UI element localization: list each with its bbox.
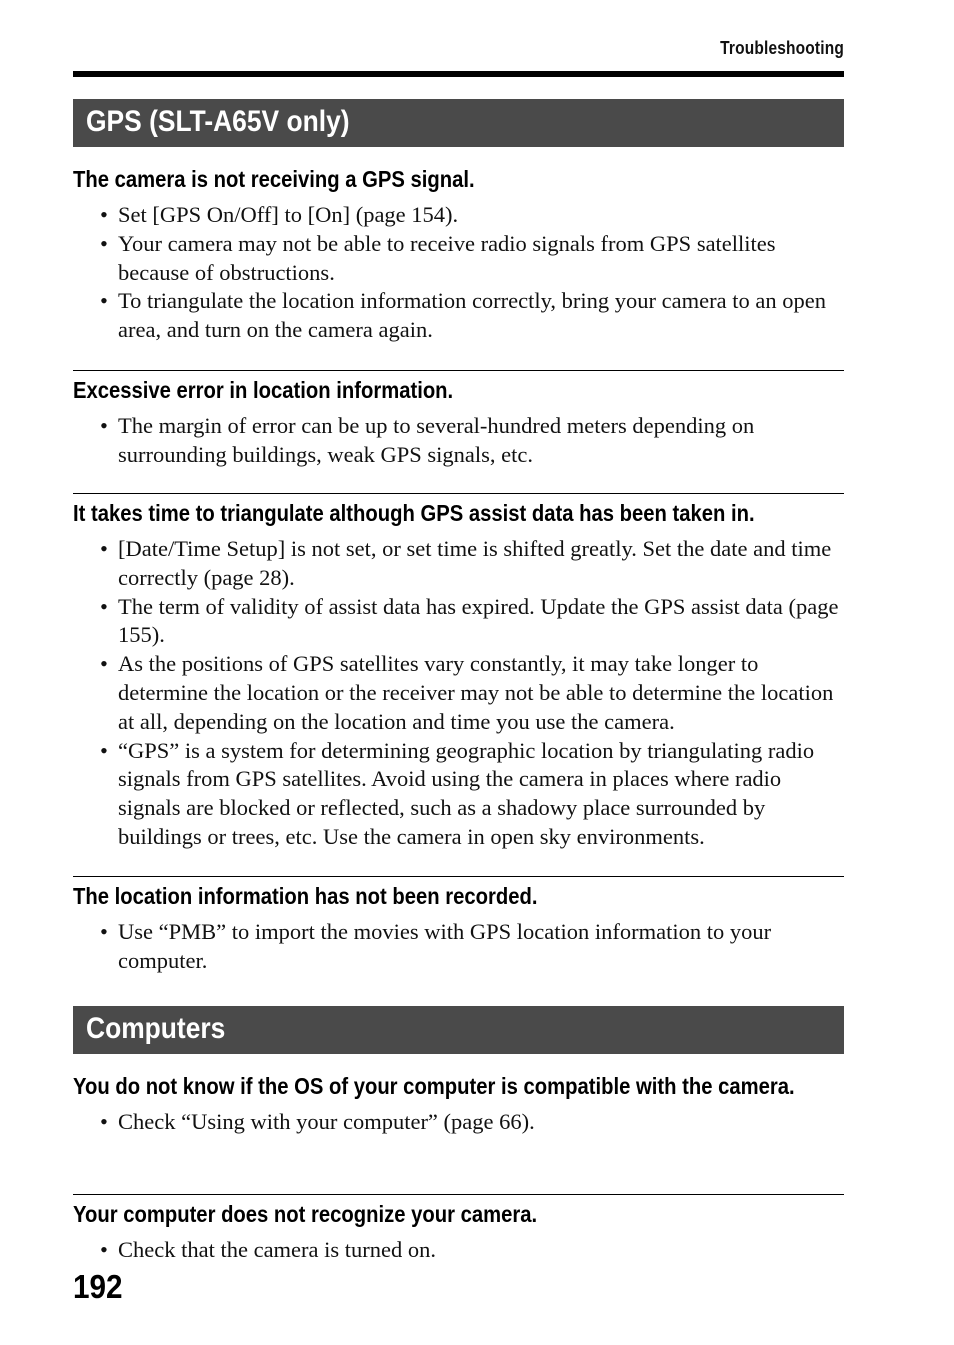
topic-os-compatibility — [73, 1070, 844, 1137]
section-header-computers — [73, 1006, 844, 1054]
topic-heading: You do not know if the OS of your computer is compatible with the camera. — [73, 1073, 795, 1099]
topic-heading: Your computer does not recognize your camera. — [73, 1201, 538, 1227]
bullet-item: • Check “Using with your computer” (page 66). — [73, 1108, 844, 1137]
running-head: Troubleshooting — [720, 38, 844, 58]
bullet-list — [73, 412, 844, 470]
topic-no-gps-signal — [73, 163, 844, 345]
bullet-item: • Your camera may not be able to receive radio signals from GPS satellites because of obstructions. — [73, 230, 844, 288]
bullet-item: • As the positions of GPS satellites vary constantly, it may take longer to determine the location or the receiver may not be able to determine the location at all, depending on the location and time you use the camera. — [73, 650, 844, 736]
section-header-gps — [73, 99, 844, 147]
bullet-list — [73, 535, 844, 852]
bullet-list — [73, 1236, 844, 1265]
bullet-item: • The term of validity of assist data has expired. Update the GPS assist data (page 155). — [73, 593, 844, 651]
bullet-item: • The margin of error can be up to several-hundred meters depending on surrounding buildings, weak GPS signals, etc. — [73, 412, 844, 470]
bullet-list — [73, 918, 844, 976]
bullet-item: • Use “PMB” to import the movies with GPS location information to your computer. — [73, 918, 844, 976]
header-rule — [73, 71, 844, 77]
bullet-list — [73, 1108, 844, 1137]
topic-camera-not-recognized — [73, 1194, 844, 1265]
topic-heading: The location information has not been recorded. — [73, 883, 538, 909]
page-number: 192 — [73, 1268, 123, 1305]
section-title: GPS (SLT-A65V only) — [86, 105, 350, 138]
topic-location-error — [73, 370, 844, 470]
bullet-item: • [Date/Time Setup] is not set, or set time is shifted greatly. Set the date and time correctly (page 28). — [73, 535, 844, 593]
bullet-item: • Set [GPS On/Off] to [On] (page 154). — [73, 201, 844, 230]
bullet-item: • To triangulate the location information correctly, bring your camera to an open area, and turn on the camera again. — [73, 287, 844, 345]
bullet-list — [73, 201, 844, 345]
section-title: Computers — [86, 1012, 226, 1045]
bullet-item: • Check that the camera is turned on. — [73, 1236, 844, 1265]
topic-heading: It takes time to triangulate although GPS assist data has been taken in. — [73, 500, 755, 526]
topic-heading: The camera is not receiving a GPS signal. — [73, 166, 475, 192]
topic-heading: Excessive error in location information. — [73, 377, 454, 403]
topic-location-not-recorded — [73, 876, 844, 976]
bullet-item: • “GPS” is a system for determining geographic location by triangulating radio signals from GPS satellites. Avoid using the camera in places where radio signals are blocked or reflected, such as a shadowy place surrounded by buildings or trees, etc. Use the camera in open sky environments. — [73, 737, 844, 852]
topic-triangulate-time — [73, 493, 844, 852]
